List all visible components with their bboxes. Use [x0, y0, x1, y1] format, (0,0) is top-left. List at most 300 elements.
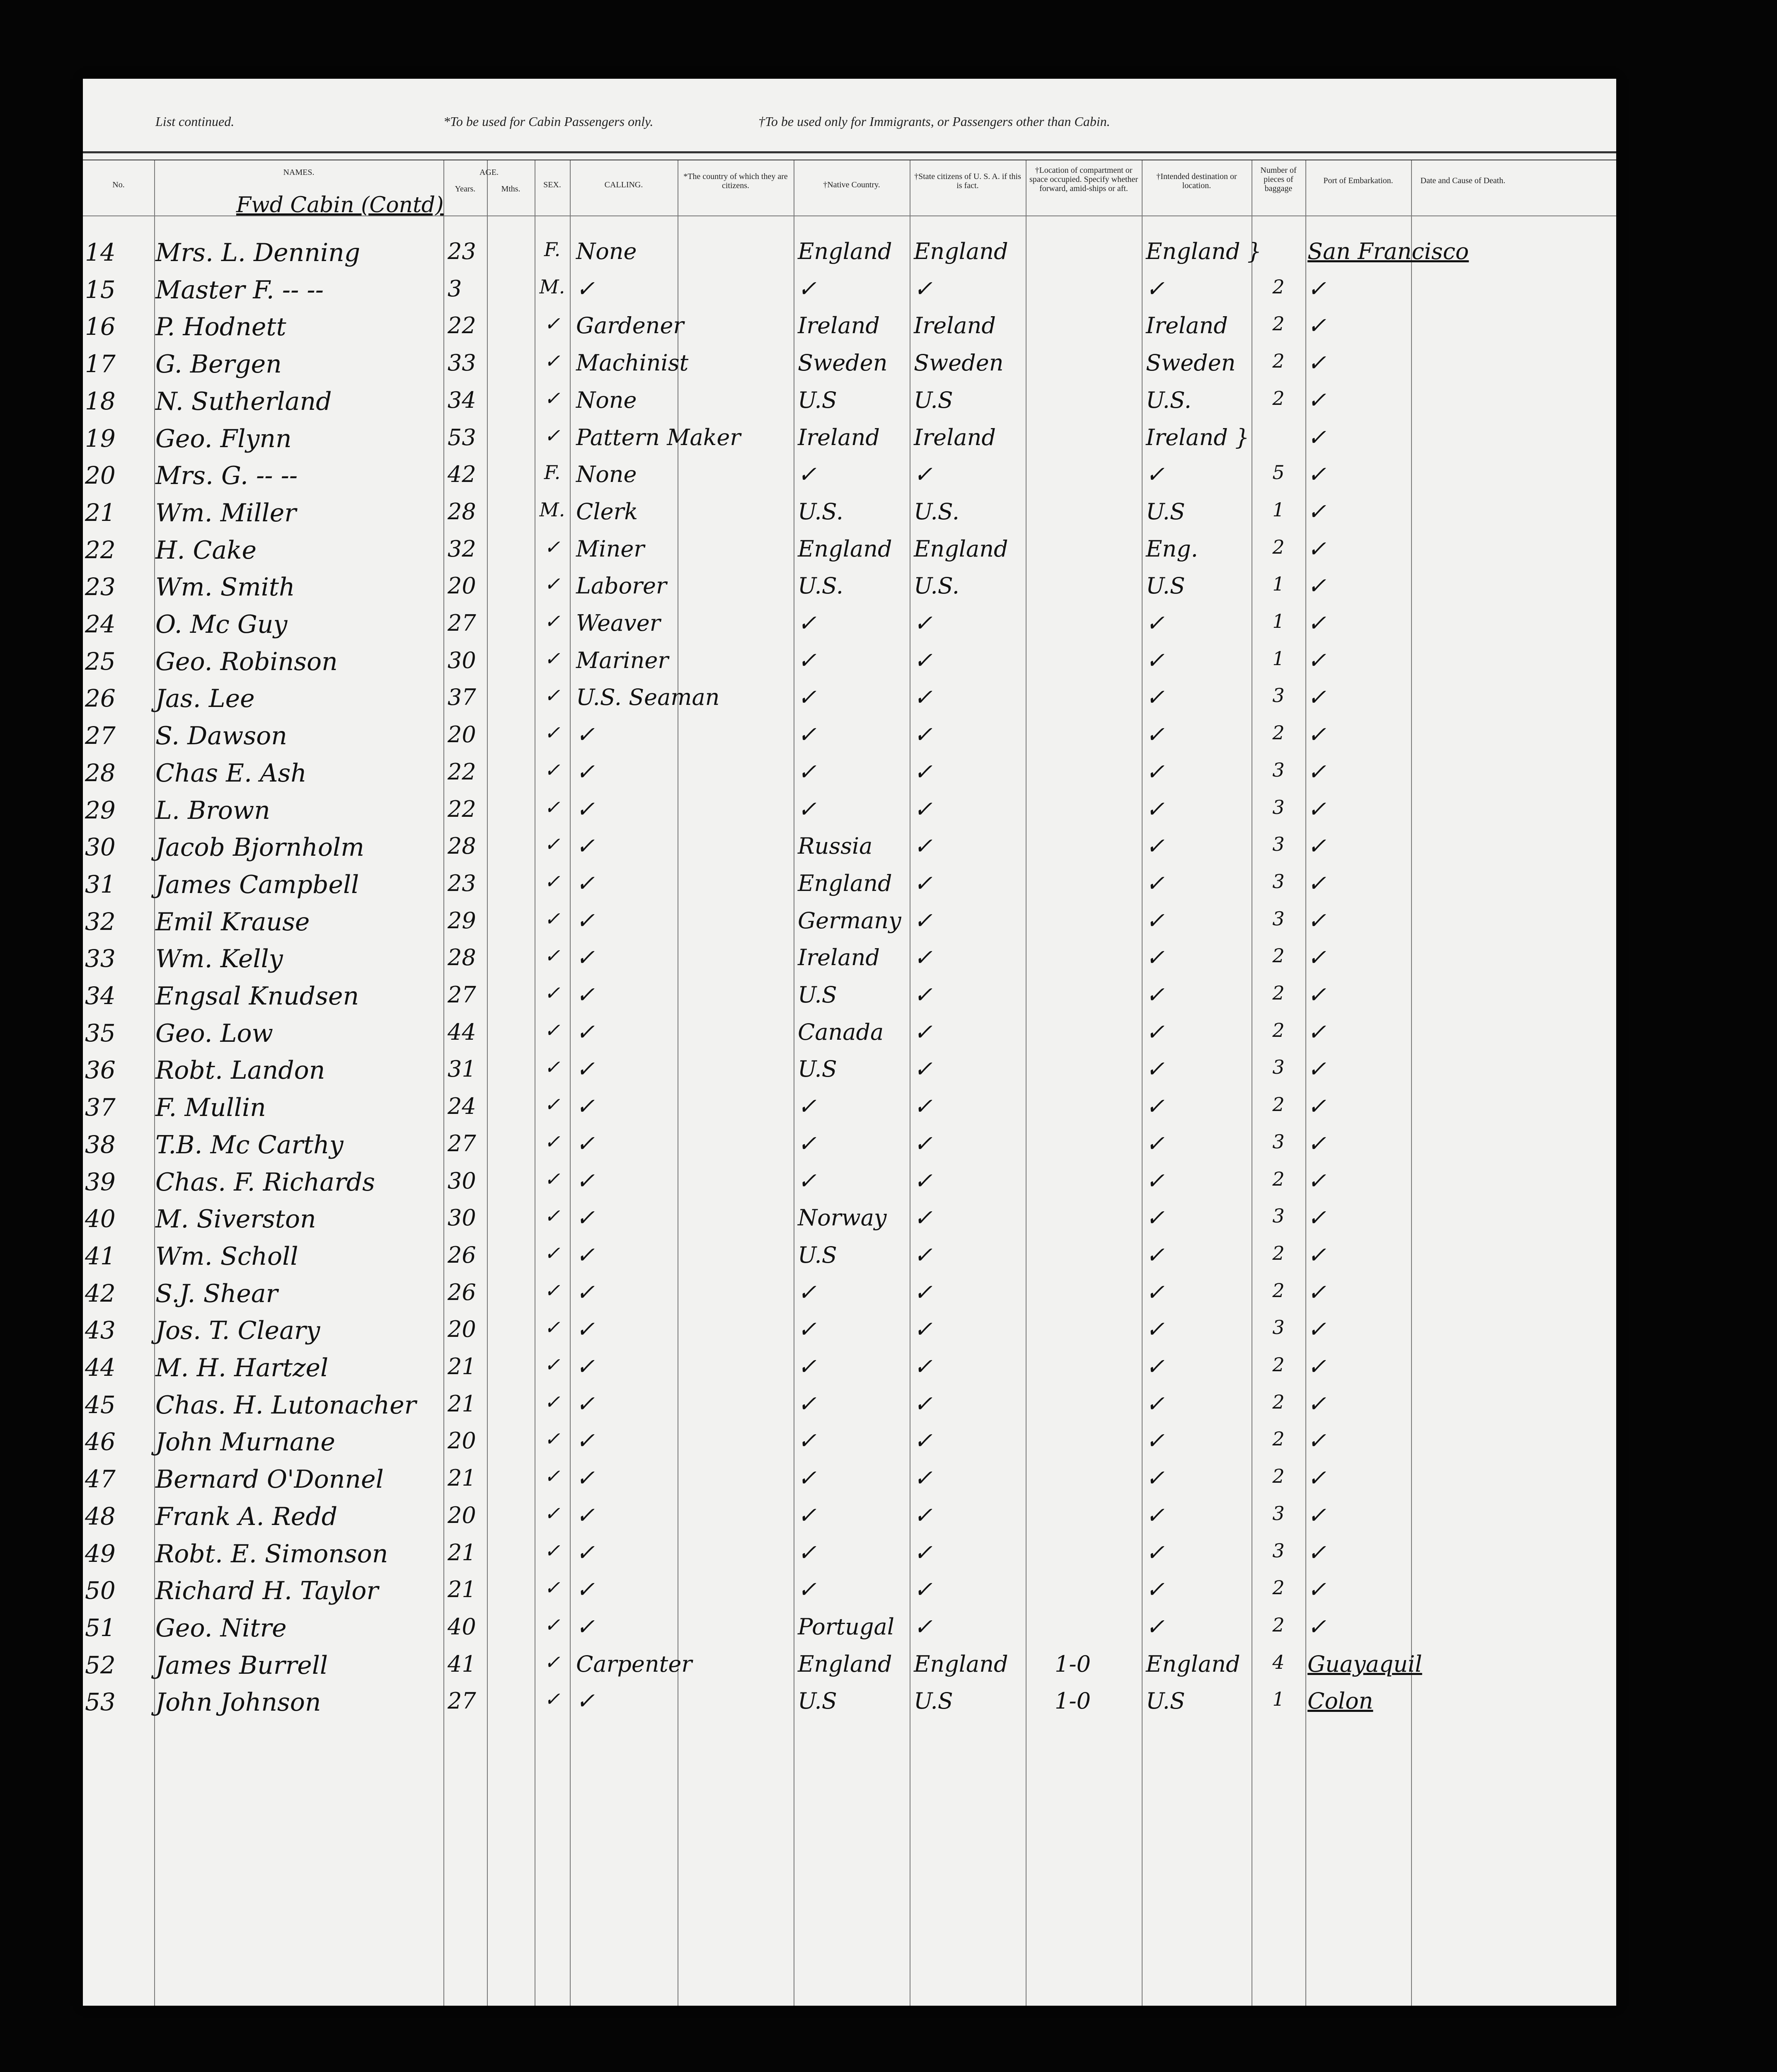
port-of-embarkation: ✓	[1307, 944, 1327, 971]
manifest-page	[83, 79, 1616, 2006]
age-years: 28	[448, 833, 476, 859]
native-country: Germany	[798, 907, 901, 934]
row-number: 52	[85, 1651, 116, 1679]
table-row	[83, 1019, 1616, 1056]
age-years: 33	[448, 350, 476, 376]
age-years: 3	[448, 275, 462, 302]
port-of-embarkation: ✓	[1307, 573, 1327, 599]
intended-destination: Sweden	[1146, 350, 1236, 376]
state-citizenship: U.S	[914, 1688, 953, 1714]
calling: U.S. Seaman	[576, 684, 720, 711]
baggage-count: 2	[1272, 944, 1285, 967]
port-of-embarkation: ✓	[1307, 870, 1327, 896]
age-years: 22	[448, 312, 476, 339]
state-citizenship: ✓	[914, 1130, 933, 1157]
age-years: 27	[448, 610, 476, 636]
intended-destination: ✓	[1146, 1465, 1165, 1491]
calling: None	[576, 461, 637, 488]
port-of-embarkation: ✓	[1307, 1316, 1327, 1343]
table-row	[83, 1093, 1616, 1130]
table-row	[83, 1502, 1616, 1539]
sex: ✓	[544, 870, 560, 893]
compartment-location: 1-0	[1055, 1688, 1091, 1714]
intended-destination: ✓	[1146, 684, 1165, 711]
table-row	[83, 350, 1616, 387]
intended-destination: Ireland	[1146, 312, 1228, 339]
calling: ✓	[576, 1353, 595, 1380]
table-row	[83, 1279, 1616, 1317]
table-row	[83, 1168, 1616, 1205]
port-of-embarkation: ✓	[1307, 535, 1327, 562]
age-years: 21	[448, 1539, 476, 1566]
baggage-count: 3	[1272, 1056, 1285, 1079]
baggage-count: 2	[1272, 1093, 1285, 1116]
row-number: 36	[85, 1056, 116, 1084]
state-citizenship: ✓	[914, 1465, 933, 1491]
calling: ✓	[576, 1019, 595, 1045]
sex: ✓	[544, 721, 560, 744]
intended-destination: ✓	[1146, 982, 1165, 1008]
baggage-count: 1	[1272, 610, 1285, 632]
baggage-count: 2	[1272, 387, 1285, 409]
table-row	[83, 1465, 1616, 1502]
state-citizenship: ✓	[914, 833, 933, 859]
baggage-count: 2	[1272, 312, 1285, 335]
age-years: 40	[448, 1613, 476, 1640]
row-number: 49	[85, 1539, 116, 1568]
table-row	[83, 573, 1616, 610]
native-country: U.S	[798, 1688, 837, 1714]
intended-destination: ✓	[1146, 461, 1165, 488]
port-of-embarkation: ✓	[1307, 387, 1327, 413]
row-number: 44	[85, 1353, 116, 1382]
port-of-embarkation: ✓	[1307, 1390, 1327, 1417]
intended-destination: ✓	[1146, 721, 1165, 748]
calling: Laborer	[576, 573, 667, 599]
intended-destination: ✓	[1146, 1428, 1165, 1454]
row-number: 46	[85, 1428, 116, 1456]
native-country: Canada	[798, 1019, 884, 1045]
intended-destination: ✓	[1146, 1130, 1165, 1157]
state-citizenship: U.S	[914, 387, 953, 413]
sex: ✓	[544, 1279, 560, 1302]
port-of-embarkation: ✓	[1307, 907, 1327, 934]
row-number: 32	[85, 907, 116, 936]
table-row	[83, 536, 1616, 573]
row-number: 31	[85, 870, 116, 898]
table-row	[83, 461, 1616, 499]
port-of-embarkation: ✓	[1307, 498, 1327, 525]
age-years: 30	[448, 1167, 476, 1194]
age-years: 30	[448, 647, 476, 673]
age-years: 44	[448, 1019, 476, 1045]
intended-destination: ✓	[1146, 870, 1165, 896]
native-country: ✓	[798, 1465, 817, 1491]
calling: ✓	[576, 982, 595, 1008]
row-number: 34	[85, 982, 116, 1010]
table-row	[83, 684, 1616, 721]
port-of-embarkation: ✓	[1307, 350, 1327, 376]
native-country: ✓	[798, 1390, 817, 1417]
passenger-name: Wm. Smith	[155, 573, 295, 602]
native-country: Portugal	[798, 1613, 894, 1640]
intended-destination: ✓	[1146, 1167, 1165, 1194]
intended-destination: ✓	[1146, 1019, 1165, 1045]
calling: Carpenter	[576, 1651, 692, 1677]
state-citizenship: ✓	[914, 1390, 933, 1417]
calling: ✓	[576, 1130, 595, 1157]
baggage-count: 2	[1272, 535, 1285, 558]
sex: ✓	[544, 1130, 560, 1153]
row-number: 26	[85, 684, 116, 713]
passenger-name: Chas E. Ash	[155, 758, 307, 788]
intended-destination: ✓	[1146, 1205, 1165, 1231]
native-country: England	[798, 535, 892, 562]
immigrant-note: †To be used only for Immigrants, or Passengers other than Cabin.	[758, 114, 1110, 129]
passenger-name: James Campbell	[155, 870, 359, 899]
age-years: 27	[448, 982, 476, 1008]
calling: Machinist	[576, 350, 689, 376]
age-years: 37	[448, 684, 476, 711]
sex: ✓	[544, 1688, 560, 1711]
native-country: U.S	[798, 1056, 837, 1082]
row-number: 50	[85, 1576, 116, 1605]
baggage-count: 3	[1272, 1130, 1285, 1153]
row-number: 45	[85, 1390, 116, 1419]
calling: ✓	[576, 1539, 595, 1566]
header-years: Years.	[455, 184, 476, 194]
intended-destination: ✓	[1146, 1242, 1165, 1268]
calling: Gardener	[576, 312, 684, 339]
baggage-count: 2	[1272, 275, 1285, 298]
header-no: No.	[112, 180, 125, 189]
baggage-count: 3	[1272, 907, 1285, 930]
passenger-name: Geo. Nitre	[155, 1613, 287, 1643]
header-destination: †Intended destination or location.	[1156, 172, 1237, 190]
row-number: 39	[85, 1167, 116, 1196]
native-country: ✓	[798, 758, 817, 785]
intended-destination: ✓	[1146, 1390, 1165, 1417]
passenger-name: Engsal Knudsen	[155, 982, 359, 1011]
sex: ✓	[544, 1576, 560, 1599]
row-number: 47	[85, 1465, 116, 1493]
native-country: ✓	[798, 1279, 817, 1305]
header-port: Port of Embarkation.	[1323, 176, 1393, 185]
age-years: 27	[448, 1688, 476, 1714]
header-native-country: †Native Country.	[823, 180, 880, 189]
baggage-count: 3	[1272, 796, 1285, 818]
native-country: ✓	[798, 1576, 817, 1603]
table-row	[83, 1614, 1616, 1651]
native-country: Russia	[798, 833, 873, 859]
port-of-embarkation: ✓	[1307, 1576, 1327, 1603]
port-of-embarkation: ✓	[1307, 610, 1327, 636]
calling: ✓	[576, 1613, 595, 1640]
sex: ✓	[544, 1613, 560, 1636]
row-number: 15	[85, 275, 116, 304]
sex: ✓	[544, 1019, 560, 1041]
baggage-count: 2	[1272, 1167, 1285, 1190]
native-country: Ireland	[798, 944, 880, 971]
native-country: ✓	[798, 461, 817, 488]
sex: ✓	[544, 944, 560, 967]
table-row	[83, 1056, 1616, 1093]
port-of-embarkation: ✓	[1307, 1428, 1327, 1454]
section-title: Fwd Cabin (Contd)	[236, 193, 444, 218]
sex: ✓	[544, 1353, 560, 1376]
passenger-name: Robt. Landon	[155, 1056, 325, 1085]
native-country: ✓	[798, 684, 817, 711]
row-number: 33	[85, 944, 116, 973]
port-of-embarkation: ✓	[1307, 1502, 1327, 1528]
sex: ✓	[544, 684, 560, 707]
sex: ✓	[544, 1167, 560, 1190]
native-country: ✓	[798, 1353, 817, 1380]
passenger-name: John Johnson	[155, 1688, 321, 1717]
state-citizenship: ✓	[914, 684, 933, 711]
intended-destination: ✓	[1146, 1093, 1165, 1120]
intended-destination: ✓	[1146, 833, 1165, 859]
state-citizenship: ✓	[914, 1019, 933, 1045]
header-calling: CALLING.	[604, 180, 643, 189]
native-country: ✓	[798, 796, 817, 822]
state-citizenship: ✓	[914, 1167, 933, 1194]
row-number: 35	[85, 1019, 116, 1047]
baggage-count: 3	[1272, 833, 1285, 856]
age-years: 20	[448, 1502, 476, 1528]
passenger-name: Chas. H. Lutonacher	[155, 1390, 416, 1420]
calling: ✓	[576, 907, 595, 934]
calling: Miner	[576, 535, 645, 562]
intended-destination: ✓	[1146, 1539, 1165, 1566]
port-of-embarkation: ✓	[1307, 1242, 1327, 1268]
state-citizenship: ✓	[914, 1613, 933, 1640]
passenger-name: Jas. Lee	[155, 684, 255, 714]
row-number: 43	[85, 1316, 116, 1345]
calling: ✓	[576, 1242, 595, 1268]
state-citizenship: ✓	[914, 1242, 933, 1268]
table-row	[83, 424, 1616, 462]
row-number: 20	[85, 461, 116, 490]
intended-destination: ✓	[1146, 1613, 1165, 1640]
baggage-count: 1	[1272, 1688, 1285, 1711]
age-years: 20	[448, 573, 476, 599]
intended-destination: England }	[1146, 238, 1262, 264]
header-country-citizens: *The country of which they are citizens.	[683, 172, 788, 190]
sex: ✓	[544, 982, 560, 1004]
baggage-count: 5	[1272, 461, 1285, 484]
calling: Clerk	[576, 498, 638, 525]
header-location: †Location of compartment or space occupied. Specify whether forward, amid-ships or aft.	[1029, 166, 1138, 193]
passenger-name: Richard H. Taylor	[155, 1576, 379, 1606]
intended-destination: England	[1146, 1651, 1240, 1677]
calling: ✓	[576, 1576, 595, 1603]
intended-destination: ✓	[1146, 796, 1165, 822]
age-years: 30	[448, 1205, 476, 1231]
native-country: U.S.	[798, 498, 843, 525]
table-row	[83, 1130, 1616, 1168]
port-of-embarkation: ✓	[1307, 982, 1327, 1008]
state-citizenship: Ireland	[914, 424, 996, 450]
native-country: ✓	[798, 275, 817, 302]
state-citizenship: ✓	[914, 610, 933, 636]
row-number: 17	[85, 350, 116, 378]
baggage-count: 2	[1272, 1576, 1285, 1599]
baggage-count: 2	[1272, 1019, 1285, 1041]
state-citizenship: U.S.	[914, 573, 959, 599]
row-number: 25	[85, 647, 116, 675]
native-country: U.S.	[798, 573, 843, 599]
row-number: 19	[85, 424, 116, 453]
table-row	[83, 833, 1616, 870]
age-years: 24	[448, 1093, 476, 1120]
passenger-name: S. Dawson	[155, 721, 287, 751]
calling: ✓	[576, 1465, 595, 1491]
table-row	[83, 982, 1616, 1019]
table-row	[83, 647, 1616, 685]
row-number: 24	[85, 610, 116, 638]
age-years: 21	[448, 1353, 476, 1380]
intended-destination: U.S	[1146, 573, 1185, 599]
table-row	[83, 610, 1616, 647]
native-country: ✓	[798, 1130, 817, 1157]
calling: ✓	[576, 1056, 595, 1082]
calling: ✓	[576, 1093, 595, 1120]
baggage-count: 3	[1272, 758, 1285, 781]
baggage-count: 2	[1272, 1613, 1285, 1636]
intended-destination: ✓	[1146, 1056, 1165, 1082]
sex: ✓	[544, 1242, 560, 1264]
state-citizenship: ✓	[914, 1205, 933, 1231]
state-citizenship: ✓	[914, 944, 933, 971]
header-mths: Mths.	[501, 184, 521, 194]
calling: ✓	[576, 944, 595, 971]
calling: ✓	[576, 1279, 595, 1305]
baggage-count: 3	[1272, 1205, 1285, 1227]
baggage-count: 2	[1272, 1465, 1285, 1488]
native-country: U.S	[798, 387, 837, 413]
calling: ✓	[576, 1502, 595, 1528]
native-country: England	[798, 238, 892, 264]
state-citizenship: England	[914, 238, 1008, 264]
table-row	[83, 276, 1616, 313]
passenger-name: Bernard O'Donnel	[155, 1465, 384, 1494]
calling: ✓	[576, 275, 595, 302]
state-citizenship: ✓	[914, 907, 933, 934]
baggage-count: 2	[1272, 1279, 1285, 1302]
sex: ✓	[544, 907, 560, 930]
port-of-embarkation: ✓	[1307, 275, 1327, 302]
native-country: ✓	[798, 1428, 817, 1454]
calling: Pattern Maker	[576, 424, 741, 450]
header-death: Date and Cause of Death.	[1420, 176, 1506, 185]
table-row	[83, 238, 1616, 276]
native-country: ✓	[798, 721, 817, 748]
state-citizenship: ✓	[914, 1279, 933, 1305]
row-number: 21	[85, 498, 116, 527]
native-country: ✓	[798, 1502, 817, 1528]
passenger-name: P. Hodnett	[155, 312, 286, 342]
passenger-name: Wm. Miller	[155, 498, 296, 528]
sex: ✓	[544, 796, 560, 818]
state-citizenship: ✓	[914, 1056, 933, 1082]
table-row	[83, 1391, 1616, 1428]
state-citizenship: Ireland	[914, 312, 996, 339]
passenger-name: N. Sutherland	[155, 387, 332, 416]
port-of-embarkation: ✓	[1307, 833, 1327, 859]
intended-destination: ✓	[1146, 907, 1165, 934]
native-country: England	[798, 870, 892, 896]
state-citizenship: England	[914, 535, 1008, 562]
age-years: 53	[448, 424, 476, 450]
sex: ✓	[544, 1539, 560, 1562]
state-citizenship: ✓	[914, 647, 933, 673]
passenger-name: Geo. Robinson	[155, 647, 338, 676]
native-country: ✓	[798, 1316, 817, 1343]
port-of-embarkation: ✓	[1307, 1056, 1327, 1082]
baggage-count: 4	[1272, 1651, 1285, 1673]
table-row	[83, 759, 1616, 796]
row-number: 30	[85, 833, 116, 862]
row-number: 16	[85, 312, 116, 341]
age-years: 20	[448, 1316, 476, 1343]
row-number: 28	[85, 758, 116, 787]
passenger-name: James Burrell	[155, 1651, 328, 1680]
row-number: 22	[85, 535, 116, 564]
port-of-embarkation: ✓	[1307, 1093, 1327, 1120]
baggage-count: 2	[1272, 1242, 1285, 1264]
table-row	[83, 1242, 1616, 1279]
header-sex: SEX.	[543, 180, 561, 189]
header-state-citizens: †State citizens of U. S. A. if this is fact.	[914, 172, 1021, 190]
table-row	[83, 796, 1616, 833]
header-age: AGE.	[479, 168, 499, 177]
port-of-embarkation: ✓	[1307, 721, 1327, 748]
age-years: 29	[448, 907, 476, 934]
passenger-name: Robt. E. Simonson	[155, 1539, 388, 1569]
state-citizenship: ✓	[914, 1502, 933, 1528]
sex: M.	[539, 275, 565, 298]
passenger-name: Frank A. Redd	[155, 1502, 338, 1531]
port-of-embarkation: ✓	[1307, 1353, 1327, 1380]
port-of-embarkation: ✓	[1307, 684, 1327, 711]
calling: ✓	[576, 1205, 595, 1231]
passenger-name: S.J. Shear	[155, 1279, 278, 1308]
passenger-name: Wm. Scholl	[155, 1242, 298, 1271]
passenger-name: Jacob Bjornholm	[155, 833, 365, 862]
sex: ✓	[544, 610, 560, 632]
row-number: 29	[85, 796, 116, 824]
table-row	[83, 1428, 1616, 1465]
native-country: Ireland	[798, 424, 880, 450]
calling: ✓	[576, 870, 595, 896]
state-citizenship: ✓	[914, 982, 933, 1008]
port-of-embarkation: ✓	[1307, 312, 1327, 339]
passenger-name: Jos. T. Cleary	[155, 1316, 320, 1346]
state-citizenship: ✓	[914, 275, 933, 302]
table-row	[83, 387, 1616, 424]
state-citizenship: ✓	[914, 870, 933, 896]
calling: ✓	[576, 1167, 595, 1194]
row-number: 42	[85, 1279, 116, 1307]
intended-destination: U.S.	[1146, 387, 1191, 413]
row-number: 23	[85, 573, 116, 601]
row-number: 37	[85, 1093, 116, 1122]
sex: ✓	[544, 1390, 560, 1413]
calling: Mariner	[576, 647, 669, 673]
sex: F.	[544, 461, 561, 484]
port-of-embarkation: San Francisco	[1307, 238, 1469, 264]
